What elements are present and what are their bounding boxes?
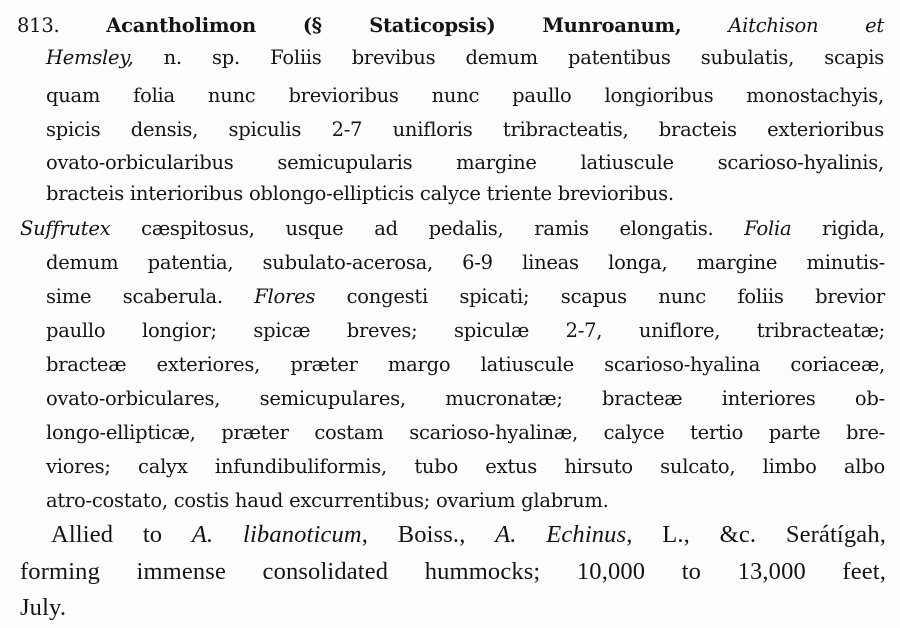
species-name: Munroanum, [542, 14, 682, 37]
term-suffrutex: Suffrutex [20, 217, 111, 240]
description-line-7 [46, 423, 885, 443]
description-text: cæspitosus, usque ad pedalis, ramis elongatis. [141, 217, 714, 240]
diagnosis-text: ovato-orbicularibus semicupularis margine latiuscule scarioso-hyalinis, [46, 151, 884, 174]
description-line-4 [46, 321, 885, 341]
diagnosis-line-6 [46, 184, 674, 204]
diagnosis-line-1 [17, 16, 884, 36]
description-text: longo-ellipticæ, præter costam scarioso-hyalinæ, calyce tertio parte bre- [46, 421, 885, 444]
species-authority: , Boiss., [361, 521, 466, 548]
description-text: rigida, [822, 217, 886, 240]
description-line-3 [46, 287, 885, 307]
description-text: viores; calyx infundibuliformis, tubo extus hirsuto sulcato, limbo albo [46, 455, 885, 478]
genus-name: Acantholimon [106, 14, 256, 37]
diagnosis-text: spicis densis, spiculis 2-7 unifloris tribracteatis, bracteis exterioribus [46, 118, 884, 141]
description-line-6 [46, 389, 885, 409]
section-name: (§ Staticopsis) [302, 14, 496, 37]
description-line-8 [46, 457, 885, 477]
description-line-9 [46, 491, 609, 511]
description-line-5 [46, 355, 885, 375]
note-text: forming immense consolidated hummocks; 10,000 to 13,000 feet, [20, 558, 886, 585]
description-text: ovato-orbiculares, semicupulares, mucronatæ; bracteæ interiores ob- [46, 387, 885, 410]
locality-name: Serátígah, [785, 521, 886, 548]
diagnosis-text: Foliis brevibus demum patentibus subulatis, scapis [270, 46, 884, 69]
description-text: bracteæ exteriores, præter margo latiuscule scarioso-hyalina coriaceæ, [46, 353, 885, 376]
note-text: Allied to [51, 521, 163, 548]
description-text: paullo longior; spicæ breves; spiculæ 2-7, uniflore, tribracteatæ; [46, 319, 885, 342]
diagnosis-line-4 [46, 120, 884, 140]
description-text: sime scaberula. [46, 285, 223, 308]
note-line-2 [20, 560, 886, 585]
authority-start: Aitchison et [728, 14, 884, 37]
diagnosis-line-3 [46, 86, 884, 106]
description-text: congesti spicati; scapus nunc foliis brevior [346, 285, 886, 308]
authority-end: Hemsley, [46, 46, 134, 69]
species-authority: , L., &c. [626, 521, 757, 548]
diagnosis-line-2 [46, 48, 884, 68]
related-species: A. Echinus [495, 521, 627, 548]
term-folia: Folia [744, 217, 792, 240]
note-line-1 [51, 523, 886, 548]
new-species-status: n. sp. [163, 46, 240, 69]
description-text: atro-costato, costis haud excurrentibus; ovarium glabrum. [46, 489, 609, 512]
description-line-2 [46, 253, 885, 273]
related-species: A. libanoticum [191, 521, 362, 548]
entry-number: 813. [17, 14, 60, 37]
description-text: demum patentia, subulato-acerosa, 6-9 lineas longa, margine minutis- [46, 251, 885, 274]
diagnosis-line-5 [46, 153, 884, 173]
term-flores: Flores [254, 285, 316, 308]
collection-month: July. [20, 594, 67, 621]
note-line-3 [20, 596, 66, 621]
description-line-1 [20, 219, 885, 239]
diagnosis-text: bracteis interioribus oblongo-ellipticis calyce triente brevioribus. [46, 182, 674, 205]
diagnosis-text: quam folia nunc brevioribus nunc paullo longioribus monostachyis, [46, 84, 884, 107]
